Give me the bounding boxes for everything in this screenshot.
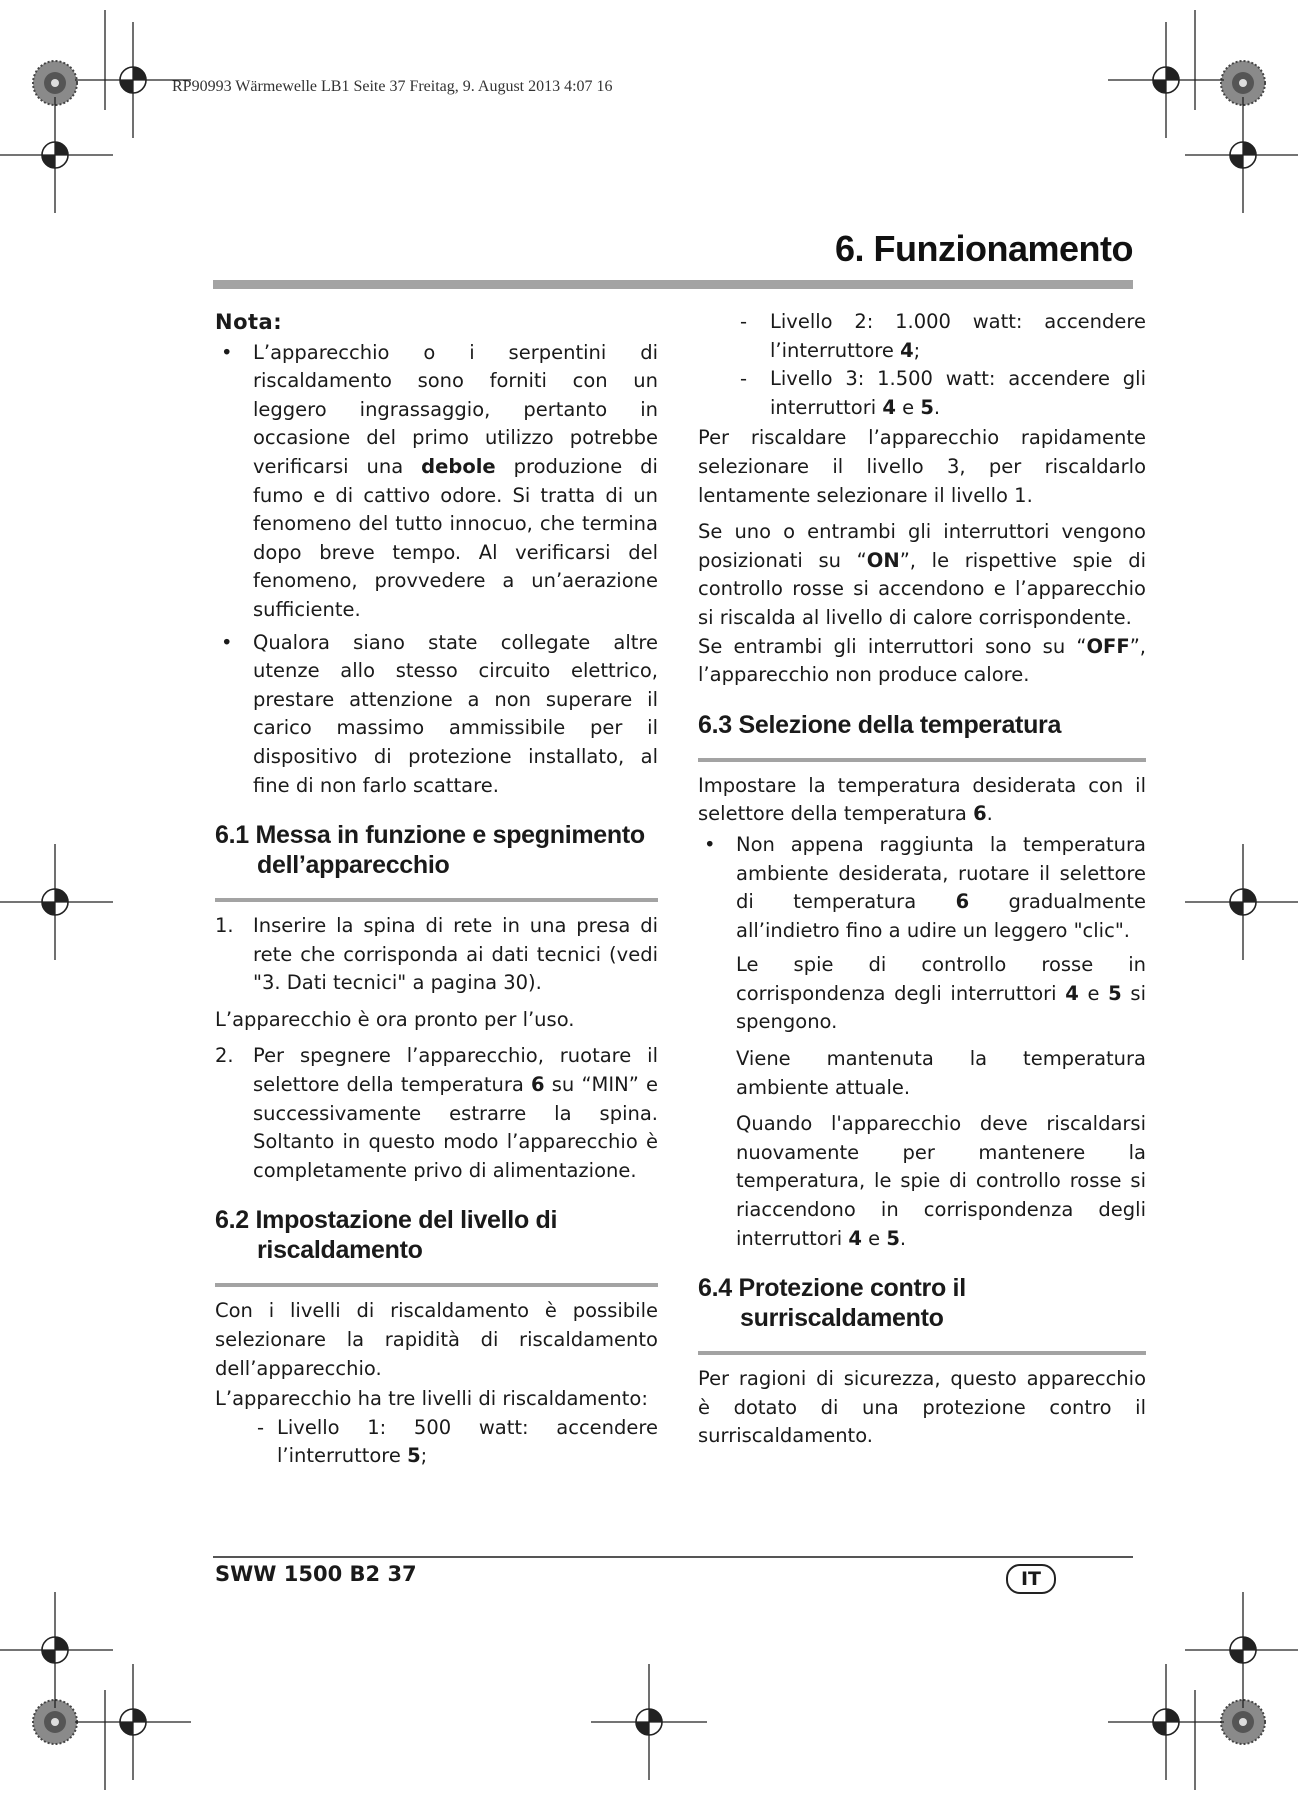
off-text: Se entrambi gli interruttori sono su “OFF”, l’apparecchio non produce calore.: [698, 634, 1146, 687]
on-text: Se uno o entrambi gli interruttori vengono posizionati su “ON”, le rispettive spie di controllo rosse si accendono e l’apparecchio si riscalda al livello di calore corrispondente.: [698, 520, 1146, 629]
title-rule: [213, 280, 1133, 289]
right-column: [698, 308, 1146, 1459]
left-column: [215, 308, 658, 1479]
level-1: - Livello 1: 500 watt: accendere l’interruttore 5;: [215, 1414, 658, 1471]
lamps-off-text: Le spie di controllo rosse in corrispondenza degli interruttori 4 e 5 si spengono.: [736, 953, 1146, 1034]
nota-item-grease: • L’apparecchio o i serpentini di riscaldamento sono forniti con un leggero ingrassaggio, pertanto in occasione del primo utilizzo potrebbe verificarsi una debole produzione di fumo e di cattivo odore. Si tratta di un fenomeno del tutto innocuo, che termina dopo breve tempo. Al verificarsi del fenomeno, provvedere a un’aerazione sufficiente.: [215, 339, 658, 625]
footer-model: SWW 1500 B2 37: [215, 1562, 417, 1586]
heading-6-2: 6.2 Impostazione del livello di riscaldamento: [215, 1205, 658, 1287]
temp-intro: Impostare la temperatura desiderata con il selettore della temperatura 6.: [698, 773, 1146, 826]
step-2: 2. Per spegnere l’apparecchio, ruotare il selettore della temperatura 6 su “MIN” e successivamente estrarre la spina. Soltanto in questo modo l’apparecchio è completamente privo di alimentazione.: [215, 1044, 658, 1182]
heading-6-1: 6.1 Messa in funzione e spegnimento dell’apparecchio: [215, 820, 658, 902]
print-info-line: RP90993 Wärmewelle LB1 Seite 37 Freitag, 9. August 2013 4:07 16: [172, 78, 613, 95]
three-levels: L’apparecchio ha tre livelli di riscaldamento:: [215, 1387, 648, 1411]
reheat-text: Quando l'apparecchio deve riscaldarsi nuovamente per mantenere la temperatura, le spie di controllo rosse si riaccendono in corrispondenza degli interruttori 4 e 5.: [736, 1112, 1146, 1250]
footer-rule: [213, 1556, 1133, 1558]
step-1: 1. Inserire la spina di rete in una presa di rete che corrisponda ai dati tecnici (vedi "3. Dati tecnici" a pagina 30).: [215, 914, 658, 995]
ready-text: L’apparecchio è ora pronto per l’uso.: [215, 1007, 575, 1031]
startup-steps: [215, 912, 658, 998]
shutdown-steps: [215, 1042, 658, 1185]
nota-item-circuit: • Qualora siano state collegate altre utenze allo stesso circuito elettrico, prestare attenzione a non superare il carico massimo ammissibile per il dispositivo di protezione installato, al fine di non farlo scattare.: [215, 629, 658, 801]
level-list-right: [698, 308, 1146, 422]
heading-6-4: 6.4 Protezione contro il surriscaldamento: [698, 1273, 1146, 1355]
temp-list: [698, 831, 1146, 945]
heading-6-3: 6.3 Selezione della temperatura: [698, 710, 1146, 762]
levels-intro: Con i livelli di riscaldamento è possibile selezionare la rapidità di riscaldamento dell’apparecchio.: [215, 1299, 658, 1380]
safety-text: Per ragioni di sicurezza, questo apparecchio è dotato di una protezione contro il surriscaldamento.: [698, 1367, 1146, 1448]
nota-label: Nota:: [215, 310, 283, 334]
page-title: 6. Funzionamento: [835, 228, 1133, 269]
maintained-text: Viene mantenuta la temperatura ambiente attuale.: [736, 1047, 1146, 1099]
nota-list: [215, 339, 658, 801]
quick-heating-text: Per riscaldare l’apparecchio rapidamente selezionare il livello 3, per riscaldarlo lentamente selezionare il livello 1.: [698, 426, 1146, 507]
temp-item-rotate: • Non appena raggiunta la temperatura ambiente desiderata, ruotare il selettore di temperatura 6 gradualmente all’indietro fino a udire un leggero "clic".: [698, 831, 1146, 945]
language-badge: IT: [1006, 1564, 1056, 1594]
level-list-left: [215, 1414, 658, 1471]
level-3: - Livello 3: 1.500 watt: accendere gli interruttori 4 e 5.: [698, 365, 1146, 422]
level-2: - Livello 2: 1.000 watt: accendere l’interruttore 4;: [698, 308, 1146, 365]
